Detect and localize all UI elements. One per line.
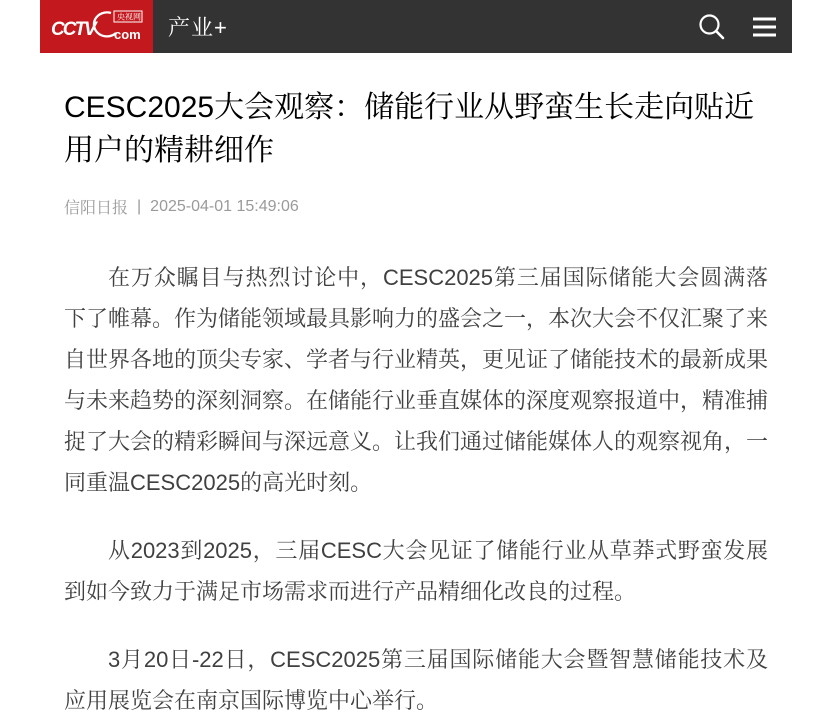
article-source: 信阳日报 xyxy=(64,200,129,217)
article-title: CESC2025大会观察：储能行业从野蛮生长走向贴近用户的精耕细作 xyxy=(64,91,755,167)
cctv-logo[interactable] xyxy=(40,0,153,53)
logo-brand-text: CCTV xyxy=(50,18,95,40)
header xyxy=(40,0,792,53)
article-paragraph: 从2023到2025，三届CESC大会见证了储能行业从草莽式野蛮发展到如今致力于满足市场需求而进行产品精细化改良的过程。 xyxy=(64,538,768,604)
article-byline xyxy=(64,195,768,218)
logo-sitename-text: 央视网 xyxy=(116,12,141,21)
logo-domain-text: com xyxy=(113,26,141,42)
channel-link[interactable]: 产业+ xyxy=(168,15,228,40)
article-paragraph: 3月20日-22日，CESC2025第三届国际储能大会暨智慧储能技术及应用展览会在南京国际博览中心举行。 xyxy=(64,647,768,713)
article xyxy=(40,86,792,721)
hamburger-icon xyxy=(753,17,776,37)
search-icon xyxy=(698,13,725,40)
logo-swoosh xyxy=(93,12,115,36)
article-paragraph: 在万众瞩目与热烈讨论中，CESC2025第三届国际储能大会圆满落下了帷幕。作为储能领域最具影响力的盛会之一，本次大会不仅汇聚了来自世界各地的顶尖专家、学者与行业精英，更见证了储能技术的最新成果与未来趋势的深刻洞察。在储能行业垂直媒体的深度观察报道中，精准捕捉了大会的精彩瞬间与深远意义。让我们通过储能媒体人的观察视角，一同重温CESC2025的高光时刻。 xyxy=(64,265,769,495)
byline-separator: | xyxy=(137,197,142,215)
search-button[interactable] xyxy=(698,13,725,40)
article-body xyxy=(64,257,768,721)
menu-button[interactable] xyxy=(753,17,776,37)
cctv-logo-icon xyxy=(51,8,143,46)
article-timestamp: 2025-04-01 15:49:06 xyxy=(150,197,299,215)
